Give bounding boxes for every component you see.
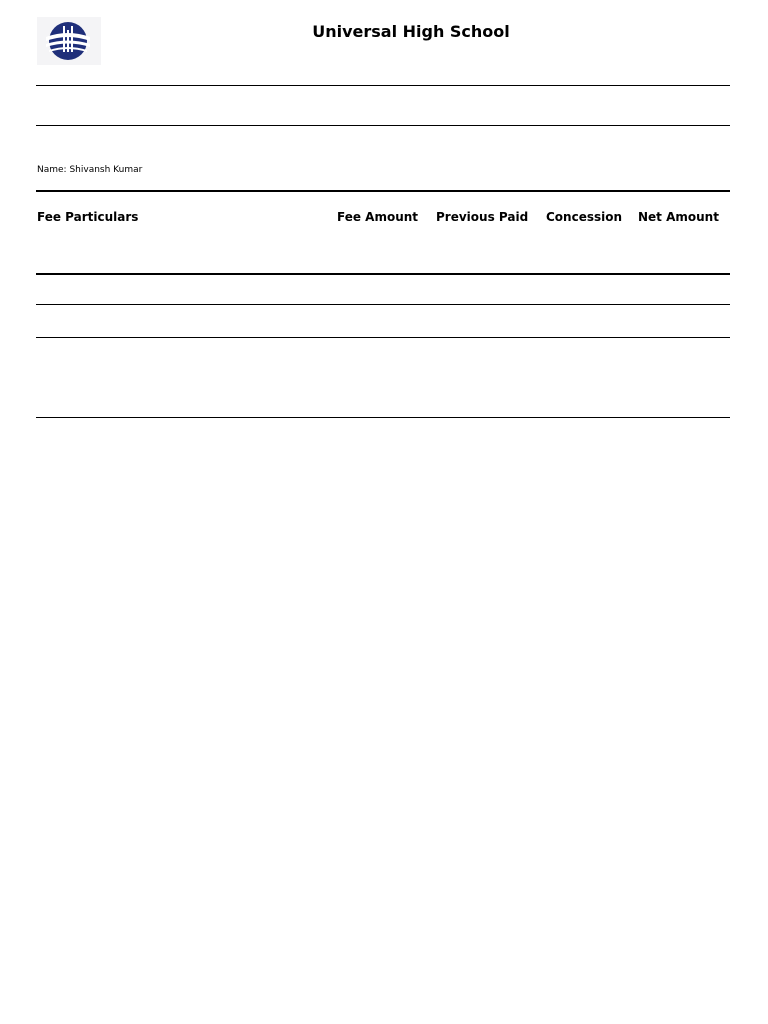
- column-header-fee-particulars: Fee Particulars: [37, 210, 139, 224]
- header-divider: [36, 85, 730, 86]
- column-header-previous-paid: Previous Paid: [436, 210, 529, 224]
- table-row-divider: [36, 337, 730, 338]
- school-emblem-icon: [37, 17, 101, 65]
- column-header-net-amount: Net Amount: [638, 210, 719, 224]
- table-header-border: [36, 273, 730, 275]
- column-header-fee-amount: Fee Amount: [337, 210, 419, 224]
- table-top-border: [36, 190, 730, 192]
- table-bottom-border: [36, 417, 730, 418]
- school-name: Universal High School: [312, 22, 510, 41]
- student-name: Name: Shivansh Kumar: [37, 165, 143, 175]
- school-logo: [37, 17, 101, 65]
- column-header-concession: Concession: [546, 210, 623, 224]
- header-divider: [36, 125, 730, 126]
- table-row-divider: [36, 304, 730, 305]
